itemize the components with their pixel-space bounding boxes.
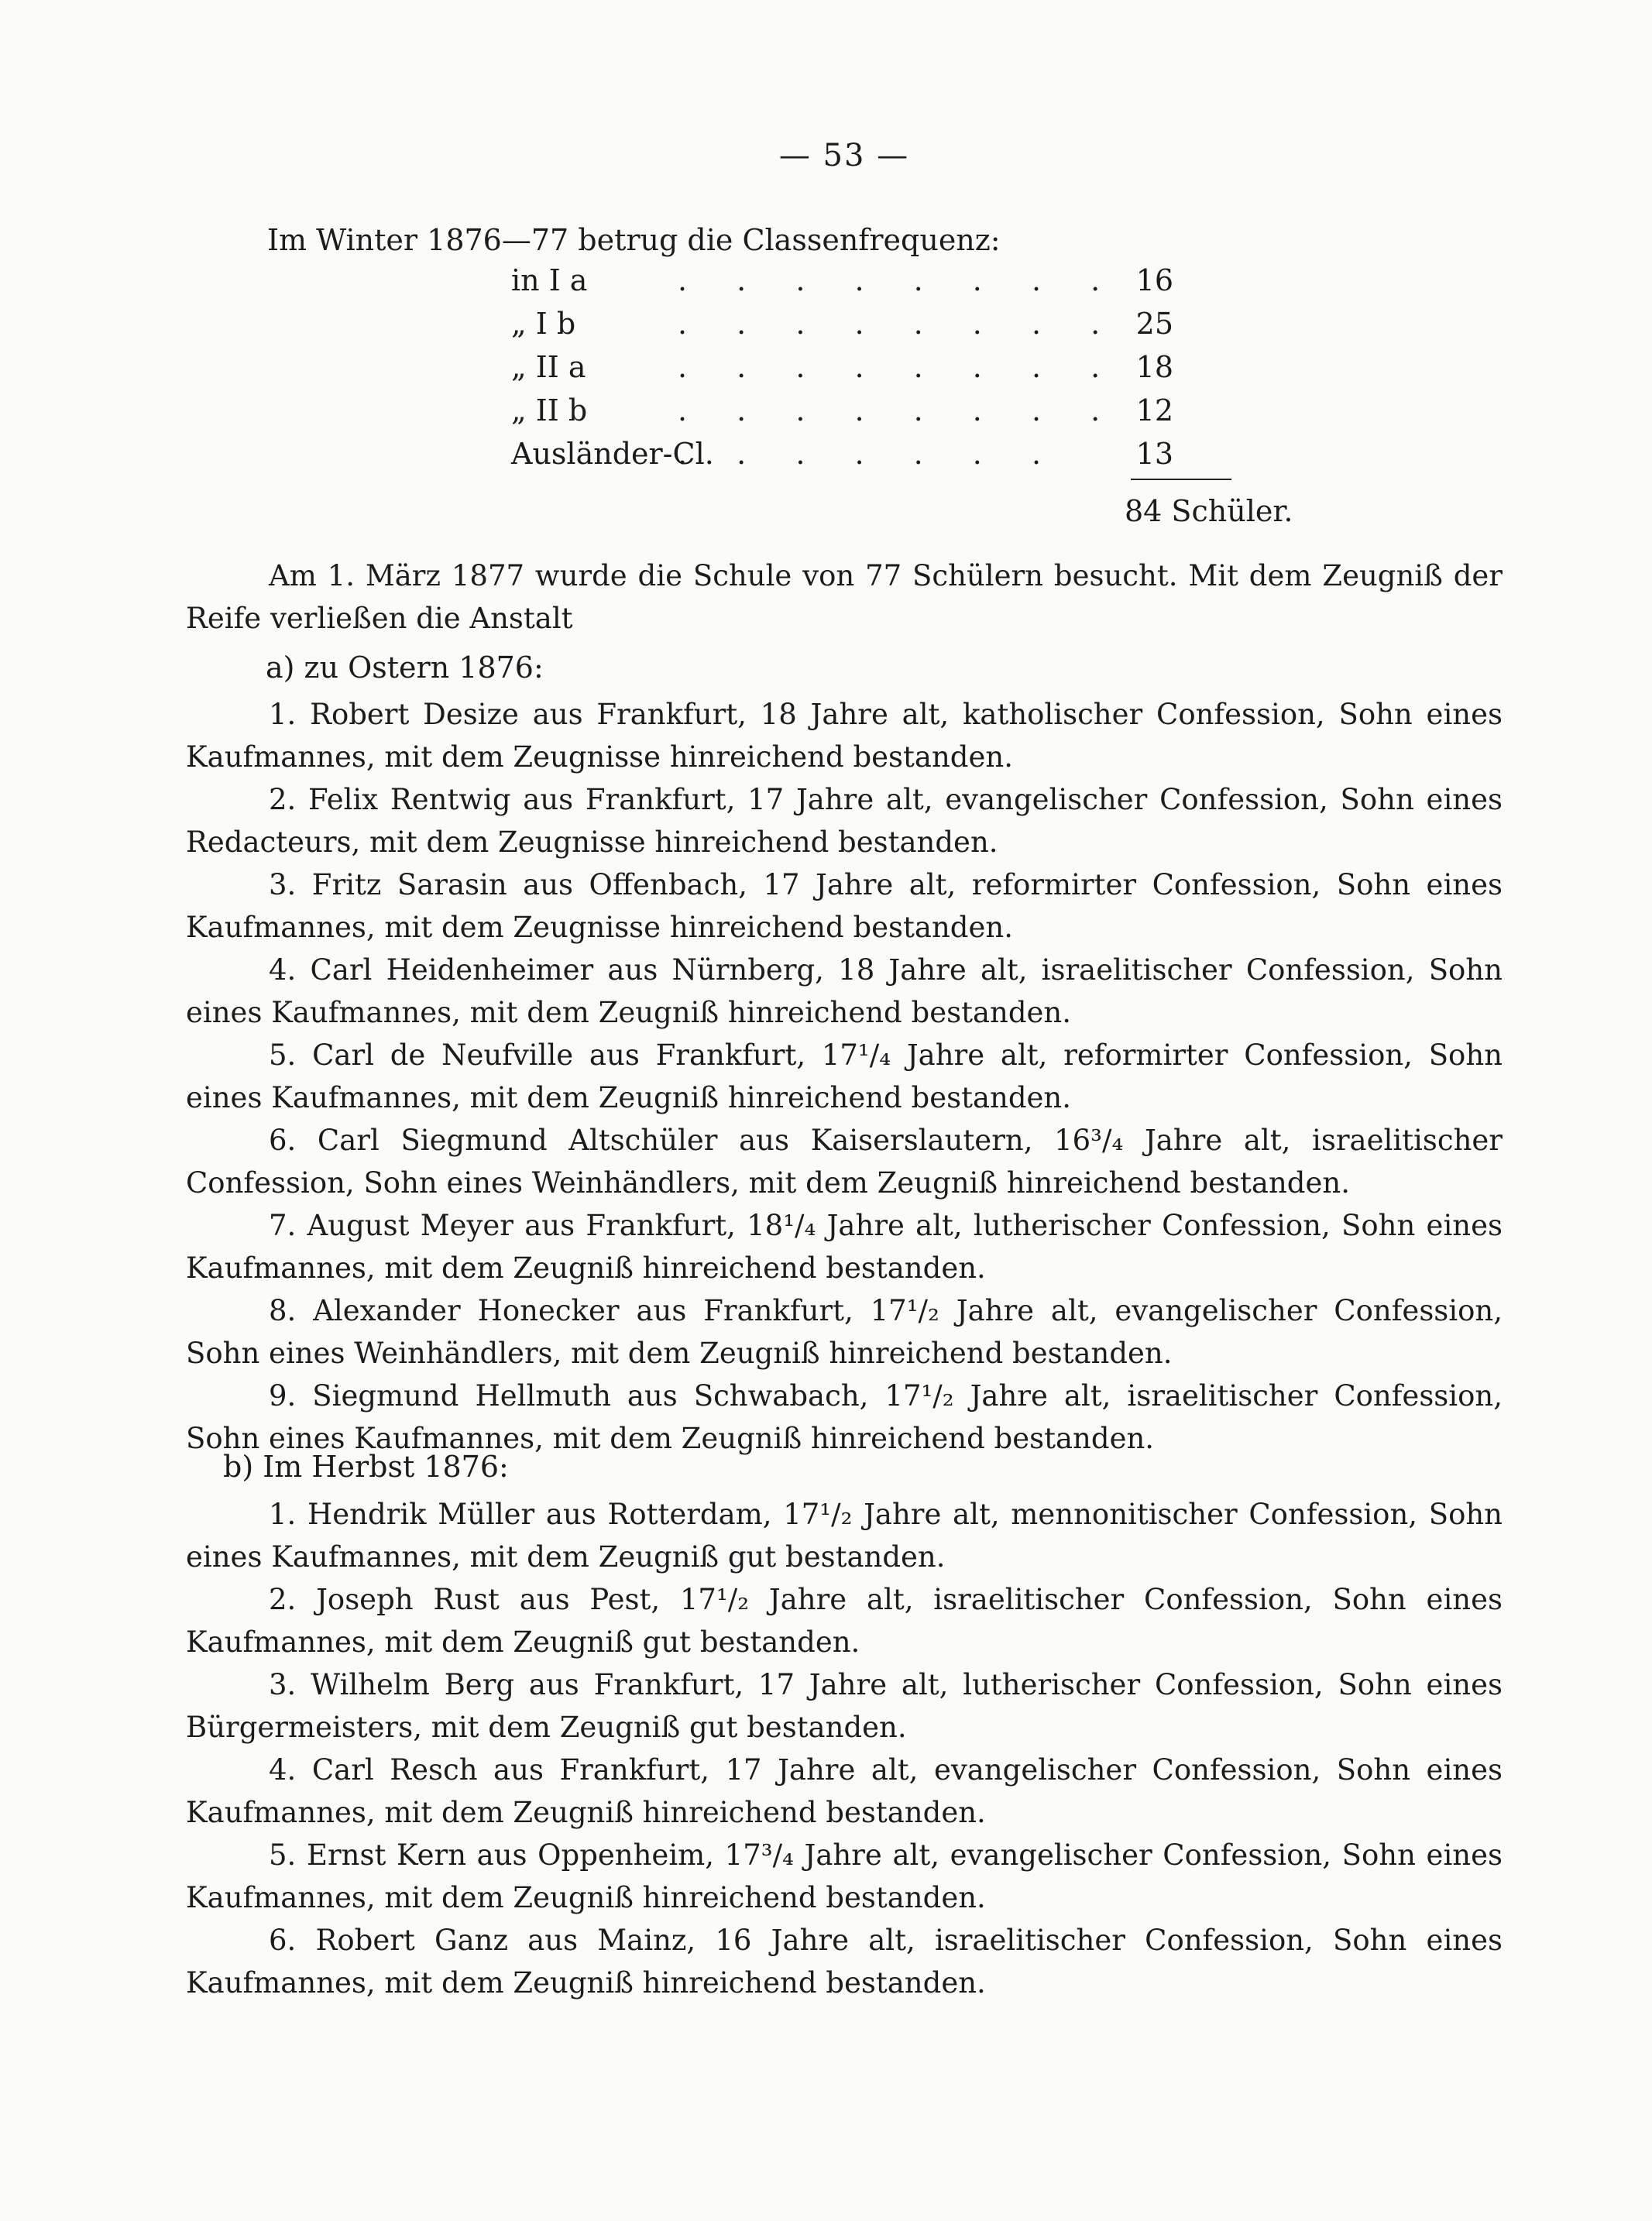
frequency-heading: Im Winter 1876—77 betrug die Classenfrequenz: [267,223,1001,257]
class-count: 25 [1135,307,1173,341]
section-b-heading: b) Im Herbst 1876: [223,1450,509,1484]
leader-dots: . . . . . . . [678,437,1062,471]
class-label: in I a [511,263,588,297]
leader-dots: . . . . . . . . [678,307,1121,341]
class-label: „ II a [511,350,586,384]
graduate-entry: 6. Robert Ganz aus Mainz, 16 Jahre alt, israelitischer Confession, Sohn eines Kaufmannes, mit dem Zeugniß hinreichend bestanden. [186,1924,1503,2000]
graduate-entry: 5. Ernst Kern aus Oppenheim, 17³/₄ Jahre alt, evangelischer Confession, Sohn eines Kaufmannes, mit dem Zeugniß hinreichend bestanden. [186,1838,1503,1914]
graduate-entry: 1. Robert Desize aus Frankfurt, 18 Jahre alt, katholischer Confession, Sohn eines Kaufmannes, mit dem Zeugnisse hinreichend bestanden. [186,698,1503,774]
class-count: 13 [1135,437,1173,471]
class-label: Ausländer-Cl. [511,437,714,471]
graduate-entry: 2. Joseph Rust aus Pest, 17¹/₂ Jahre alt, israelitischer Confession, Sohn eines Kaufmannes, mit dem Zeugniß gut bestanden. [186,1583,1503,1659]
frequency-row [511,263,1173,307]
class-label: „ II b [511,393,588,427]
section-a-list [186,693,1503,1460]
graduate-entry: 3. Wilhelm Berg aus Frankfurt, 17 Jahre alt, lutherischer Confession, Sohn eines Bürgermeisters, mit dem Zeugniß gut bestanden. [186,1668,1503,1744]
frequency-row [511,437,1173,480]
class-frequency-table [511,263,1173,480]
section-b-list [186,1493,1503,2004]
visit-paragraph: Am 1. März 1877 wurde die Schule von 77 Schülern besucht. Mit dem Zeugniß der Reife verließen die Anstalt [186,559,1503,635]
section-a-heading: a) zu Ostern 1876: [266,651,544,685]
leader-dots: . . . . . . . . [678,350,1121,384]
graduate-entry: 1. Hendrik Müller aus Rotterdam, 17¹/₂ Jahre alt, mennonitischer Confession, Sohn eines Kaufmannes, mit dem Zeugniß gut bestanden. [186,1498,1503,1574]
frequency-row [511,350,1173,393]
class-count: 18 [1135,350,1173,384]
frequency-row [511,307,1173,350]
graduate-entry: 4. Carl Heidenheimer aus Nürnberg, 18 Jahre alt, israelitischer Confession, Sohn eines Kaufmannes, mit dem Zeugniß hinreichend bestanden. [186,953,1503,1029]
class-label: „ I b [511,307,576,341]
graduate-entry: 2. Felix Rentwig aus Frankfurt, 17 Jahre alt, evangelischer Confession, Sohn eines Redacteurs, mit dem Zeugnisse hinreichend bestanden. [186,783,1503,859]
class-count: 16 [1135,263,1173,297]
frequency-total: 84 Schüler. [1125,494,1293,528]
graduate-entry: 6. Carl Siegmund Altschüler aus Kaiserslautern, 16³/₄ Jahre alt, israelitischer Confession, Sohn eines Weinhändlers, mit dem Zeugniß hinreichend bestanden. [186,1124,1503,1200]
graduate-entry: 7. August Meyer aus Frankfurt, 18¹/₄ Jahre alt, lutherischer Confession, Sohn eines Kaufmannes, mit dem Zeugniß hinreichend bestanden. [186,1209,1503,1285]
leader-dots: . . . . . . . . [678,263,1121,297]
graduate-entry: 4. Carl Resch aus Frankfurt, 17 Jahre alt, evangelischer Confession, Sohn eines Kaufmannes, mit dem Zeugniß hinreichend bestanden. [186,1753,1503,1829]
frequency-row [511,393,1173,437]
class-count: 12 [1135,393,1173,427]
graduate-entry: 5. Carl de Neufville aus Frankfurt, 17¹/₄ Jahre alt, reformirter Confession, Sohn eines Kaufmannes, mit dem Zeugniß hinreichend bestanden. [186,1038,1503,1114]
page-number: — 53 — [778,138,910,173]
sum-rule [1131,479,1231,480]
graduate-entry: 9. Siegmund Hellmuth aus Schwabach, 17¹/₂ Jahre alt, israelitischer Confession, Sohn eines Kaufmannes, mit dem Zeugniß hinreichend bestanden. [186,1379,1503,1455]
leader-dots: . . . . . . . . [678,393,1121,427]
graduate-entry: 8. Alexander Honecker aus Frankfurt, 17¹/₂ Jahre alt, evangelischer Confession, Sohn eines Weinhändlers, mit dem Zeugniß hinreichend bestanden. [186,1294,1503,1370]
graduate-entry: 3. Fritz Sarasin aus Offenbach, 17 Jahre alt, reformirter Confession, Sohn eines Kaufmannes, mit dem Zeugnisse hinreichend bestanden. [186,868,1503,944]
visit-paragraph-block [186,554,1503,640]
